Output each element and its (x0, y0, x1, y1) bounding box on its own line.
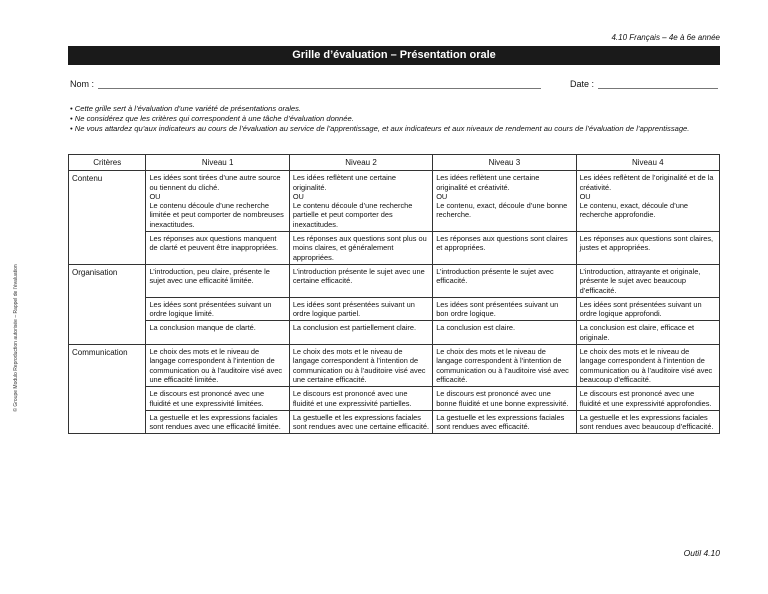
level-3-cell: Le discours est prononcé avec une bonne fluidité et une bonne expressivité. (433, 387, 576, 411)
level-3-cell: Le choix des mots et le niveau de langage correspondent à l’intention de communication ou à l’auditoire visé avec efficacité. (433, 345, 576, 387)
level-2-cell: Les idées sont présentées suivant un ordre logique partiel. (289, 297, 432, 321)
header-criteres: Critères (69, 155, 146, 171)
level-1-cell: Les idées sont présentées suivant un ordre logique limité. (146, 297, 289, 321)
level-2-cell: La conclusion est partiellement claire. (289, 321, 432, 345)
level-2-cell: Le discours est prononcé avec une fluidité et une expressivité partielles. (289, 387, 432, 411)
name-label: Nom : (70, 79, 95, 89)
level-1-cell: Le choix des mots et le niveau de langage correspondent à l’intention de communication ou à l’auditoire visé avec une efficacité limitée. (146, 345, 289, 387)
level-1-cell: La gestuelle et les expressions faciales sont rendues avec une efficacité limitée. (146, 410, 289, 434)
level-4-cell: Le discours est prononcé avec une fluidité et une expressivité approfondies. (576, 387, 719, 411)
level-3-cell: La conclusion est claire. (433, 321, 576, 345)
level-1-cell: Les réponses aux questions manquent de clarté et peuvent être inappropriées. (146, 232, 289, 265)
level-4-cell: Les réponses aux questions sont claires, justes et appropriées. (576, 232, 719, 265)
date-label: Date : (570, 79, 595, 89)
header-niveau-1: Niveau 1 (146, 155, 289, 171)
date-field[interactable] (598, 80, 718, 89)
name-field-row (70, 79, 541, 89)
page-title: Grille d’évaluation – Présentation orale (68, 46, 720, 65)
level-2-cell: La gestuelle et les expressions faciales sont rendues avec une certaine efficacité. (289, 410, 432, 434)
table-row (69, 321, 720, 345)
criterion-3: Communication (69, 345, 146, 434)
level-2-cell: Les idées reflètent une certaine originalité. OU Le contenu découle d’une recherche partielle et peut comporter des inexactitudes. (289, 171, 432, 232)
table-row (69, 410, 720, 434)
table-row (69, 171, 720, 232)
footer-reference: Outil 4.10 (683, 548, 720, 558)
grid-body (69, 171, 720, 434)
note: • Ne vous attardez qu’aux indicateurs au cours de l’évaluation au service de l’apprentissage, et aux indicateurs et aux niveaux de rendement au cours de l’évaluation de l’apprentissage. (70, 124, 690, 133)
level-2-cell: Les réponses aux questions sont plus ou moins claires, et généralement appropriées. (289, 232, 432, 265)
level-4-cell: Le choix des mots et le niveau de langage correspondent à l’intention de communication ou à l’auditoire visé avec beaucoup d’efficacité. (576, 345, 719, 387)
header-row (69, 155, 720, 171)
table-row (69, 387, 720, 411)
level-4-cell: Les idées reflètent de l’originalité et de la créativité. OU Le contenu, exact, découle d’une recherche approfondie. (576, 171, 719, 232)
level-1-cell: Les idées sont tirées d’une autre source ou tiennent du cliché. OU Le contenu découle d’une recherche limitée et peut comporter de nombreuses inexactitudes. (146, 171, 289, 232)
level-3-cell: Les réponses aux questions sont claires et appropriées. (433, 232, 576, 265)
level-3-cell: Les idées reflètent une certaine originalité et créativité. OU Le contenu, exact, découle d’une bonne recherche. (433, 171, 576, 232)
level-2-cell: L’introduction présente le sujet avec une certaine efficacité. (289, 264, 432, 297)
table-row (69, 264, 720, 297)
level-4-cell: L’introduction, attrayante et originale, présente le sujet avec beaucoup d’efficacité. (576, 264, 719, 297)
level-3-cell: L’introduction présente le sujet avec efficacité. (433, 264, 576, 297)
level-2-cell: Le choix des mots et le niveau de langage correspondent à l’intention de communication ou à l’auditoire visé avec une certaine efficacité. (289, 345, 432, 387)
table-row (69, 297, 720, 321)
evaluation-grid (68, 154, 720, 434)
header-reference: 4.10 Français – 4e à 6e année (611, 33, 720, 42)
instructions (70, 104, 720, 134)
header-niveau-3: Niveau 3 (433, 155, 576, 171)
side-copyright: © Groupe Modulo Reproduction autorisée – Rappel de l’évaluation (13, 264, 19, 412)
level-1-cell: Le discours est prononcé avec une fluidité et une expressivité limitées. (146, 387, 289, 411)
level-3-cell: La gestuelle et les expressions faciales sont rendues avec efficacité. (433, 410, 576, 434)
level-3-cell: Les idées sont présentées suivant un bon ordre logique. (433, 297, 576, 321)
criterion-2: Organisation (69, 264, 146, 344)
table-row (69, 232, 720, 265)
level-4-cell: La gestuelle et les expressions faciales sont rendues avec beaucoup d’efficacité. (576, 410, 719, 434)
level-4-cell: Les idées sont présentées suivant un ordre logique approfondi. (576, 297, 719, 321)
date-field-row (570, 79, 718, 89)
header-niveau-4: Niveau 4 (576, 155, 719, 171)
level-1-cell: L’introduction, peu claire, présente le sujet avec une efficacité limitée. (146, 264, 289, 297)
name-field[interactable] (98, 80, 541, 89)
table-row (69, 345, 720, 387)
header-niveau-2: Niveau 2 (289, 155, 432, 171)
level-1-cell: La conclusion manque de clarté. (146, 321, 289, 345)
note: • Ne considérez que les critères qui correspondent à une tâche d’évaluation donnée. (70, 114, 354, 123)
note: • Cette grille sert à l’évaluation d’une variété de présentations orales. (70, 104, 302, 113)
level-4-cell: La conclusion est claire, efficace et originale. (576, 321, 719, 345)
criterion-1: Contenu (69, 171, 146, 265)
